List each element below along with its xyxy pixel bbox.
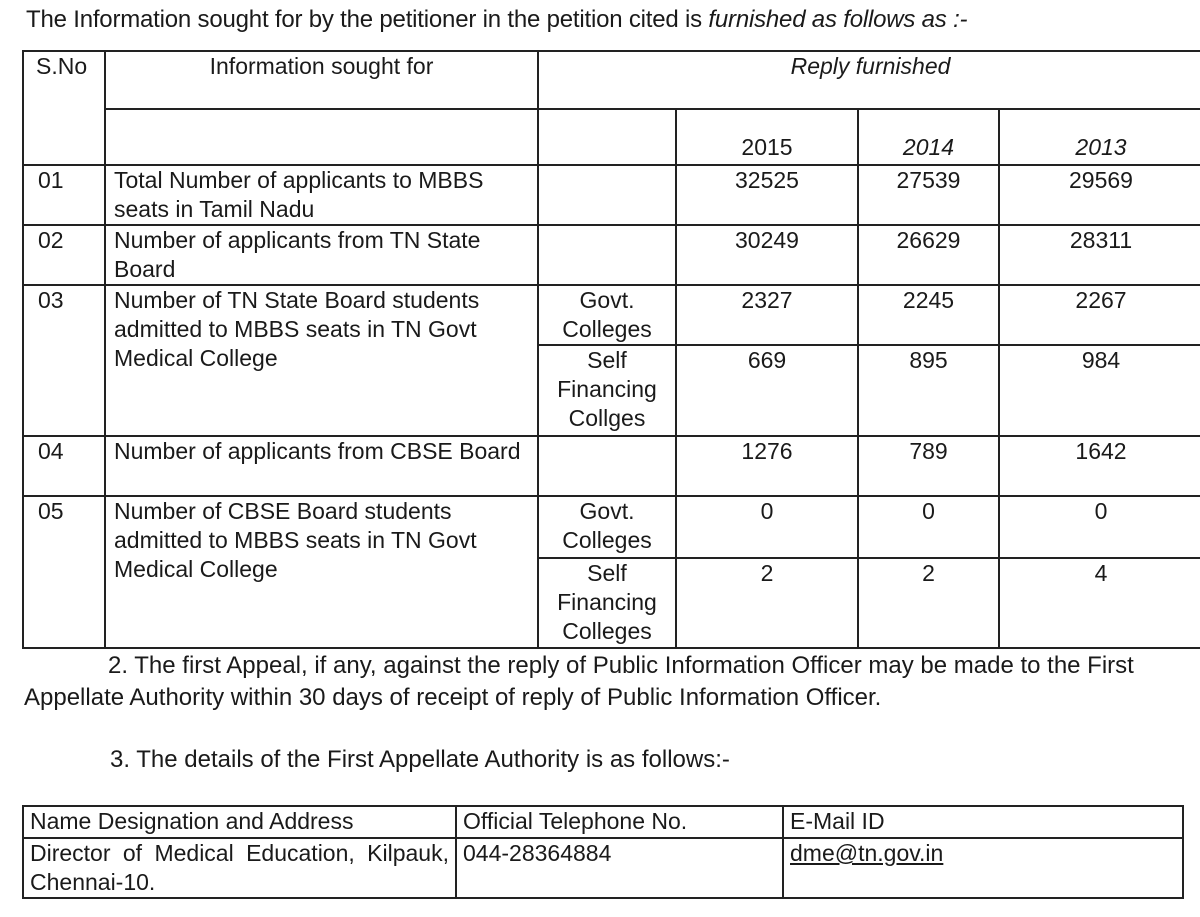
header-information: Information sought for [105,51,538,109]
header-email: E-Mail ID [783,806,1183,838]
value-2015: 1276 [676,436,858,496]
row-description: Number of CBSE Board students admitted to MBBS seats in TN Govt Medical College [105,496,538,648]
header-blank-info [105,109,538,165]
value-2014: 2245 [858,285,999,345]
year-row [23,109,1200,165]
row-subcategory: Self Financing Collges [538,345,676,436]
header-reply: Reply furnished [538,51,1200,109]
row-subcategory: Govt. Colleges [538,285,676,345]
row-subcategory-empty [538,165,676,225]
value-2014: 27539 [858,165,999,225]
row-subcategory-empty [538,225,676,285]
row-description: Number of applicants from CBSE Board [105,436,538,496]
header-name-designation: Name Designation and Address [23,806,456,838]
value-2014: 895 [858,345,999,436]
row-description: Total Number of applicants to MBBS seats in Tamil Nadu [105,165,538,225]
value-2014: 26629 [858,225,999,285]
header-sno: S.No [23,51,105,165]
information-table [22,50,1200,649]
value-2013: 984 [999,345,1200,436]
authority-intro-paragraph: 3. The details of the First Appellate Authority is as follows:- [110,746,730,773]
row-subcategory-empty [538,436,676,496]
value-2013: 28311 [999,225,1200,285]
row-sno: 03 [23,285,105,436]
header-telephone: Official Telephone No. [456,806,783,838]
header-year-2015: 2015 [676,109,858,165]
authority-email-link[interactable]: dme@tn.gov.in [790,840,944,866]
row-sno: 02 [23,225,105,285]
row-sno: 05 [23,496,105,648]
authority-email-cell [783,838,1183,898]
row-sno: 04 [23,436,105,496]
value-2015: 669 [676,345,858,436]
value-2014: 789 [858,436,999,496]
value-2013: 29569 [999,165,1200,225]
value-2013: 4 [999,558,1200,648]
row-description: Number of applicants from TN State Board [105,225,538,285]
intro-text-italic: furnished as follows as :- [708,6,968,33]
header-row [23,51,1200,109]
authority-name-address: Director of Medical Education, Kilpauk, Chennai-10. [23,838,456,898]
row-description: Number of TN State Board students admitted to MBBS seats in TN Govt Medical College [105,285,538,436]
value-2013: 0 [999,496,1200,558]
table-row [23,436,1200,496]
value-2014: 0 [858,496,999,558]
table-row [23,285,1200,345]
table-row [23,496,1200,558]
value-2015: 2 [676,558,858,648]
row-subcategory: Self Financing Colleges [538,558,676,648]
table-row [23,165,1200,225]
value-2015: 2327 [676,285,858,345]
header-year-2013: 2013 [999,109,1200,165]
appellate-authority-table [22,805,1184,899]
row-subcategory: Govt. Colleges [538,496,676,558]
value-2015: 30249 [676,225,858,285]
value-2013: 1642 [999,436,1200,496]
appeal-text: 2. The first Appeal, if any, against the reply of Public Information Officer may be made to the First Appellate Authority within 30 days of receipt of reply of Public Information Officer. [24,652,1134,711]
value-2015: 0 [676,496,858,558]
authority-telephone: 044-28364884 [456,838,783,898]
value-2015: 32525 [676,165,858,225]
intro-text: The Information sought for by the petitioner in the petition cited is [26,6,709,33]
value-2013: 2267 [999,285,1200,345]
header-year-2014: 2014 [858,109,999,165]
value-2014: 2 [858,558,999,648]
header-blank-sub [538,109,676,165]
row-sno: 01 [23,165,105,225]
authority-row [23,838,1183,898]
authority-header-row [23,806,1183,838]
intro-sentence [26,6,967,34]
table-row [23,225,1200,285]
appeal-paragraph [24,650,1184,714]
